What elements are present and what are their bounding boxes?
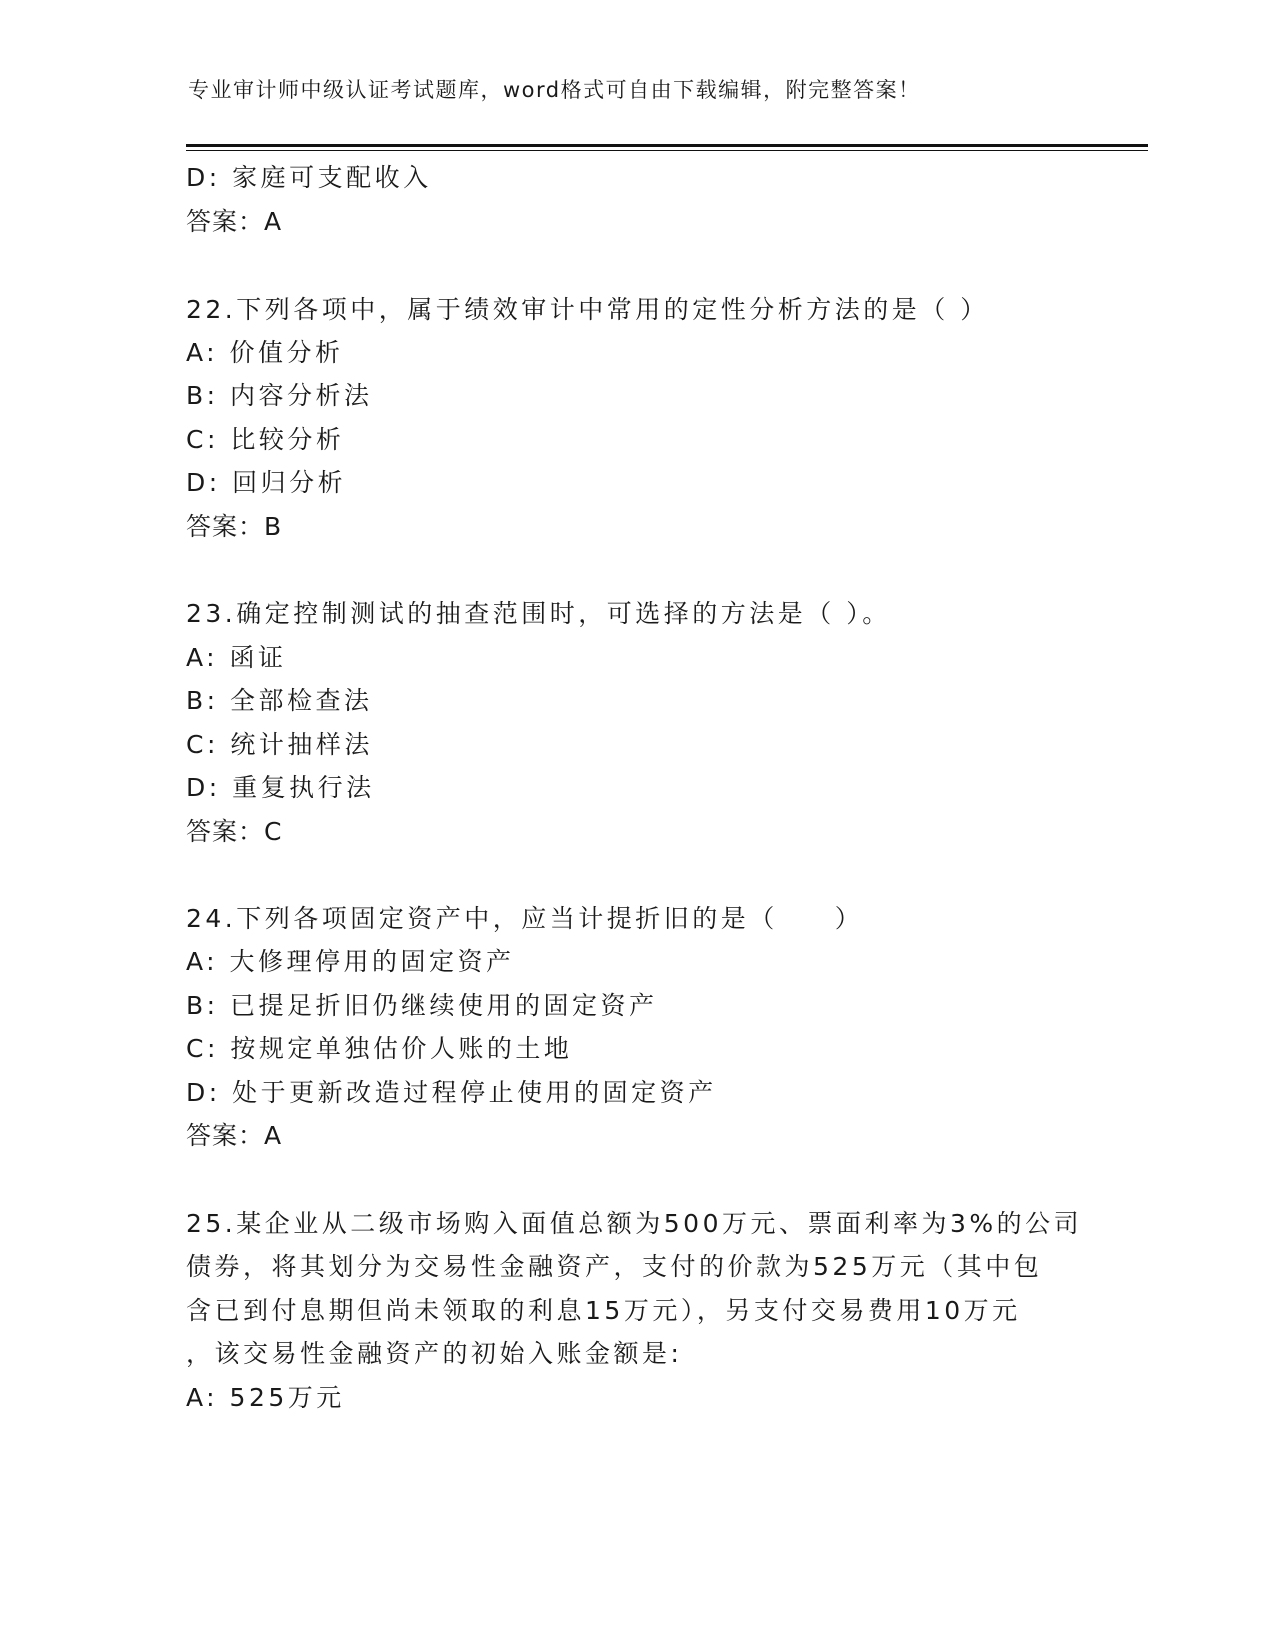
header-rule <box>186 144 1148 147</box>
q22-answer: 答案：B <box>186 512 283 541</box>
header-rule-thin <box>186 150 1148 151</box>
q24-option-c: C: 按规定单独估价人账的土地 <box>186 1034 573 1063</box>
q25-question-line-2: 债券，将其划分为交易性金融资产，支付的价款为525万元（其中包 <box>186 1252 1043 1281</box>
q21-answer: 答案：A <box>186 207 283 236</box>
q23-option-c: C: 统计抽样法 <box>186 730 373 759</box>
q23-question: 23.确定控制测试的抽查范围时，可选择的方法是（ ）。 <box>186 599 891 628</box>
q23-option-b: B: 全部检查法 <box>186 686 373 715</box>
q25-option-a: A: 525万元 <box>186 1383 345 1412</box>
q21-option-d: D: 家庭可支配收入 <box>186 163 432 192</box>
q23-option-d: D: 重复执行法 <box>186 773 375 802</box>
q22-question: 22.下列各项中，属于绩效审计中常用的定性分析方法的是（ ） <box>186 295 989 324</box>
q24-option-a: A: 大修理停用的固定资产 <box>186 947 515 976</box>
q24-option-b: B: 已提足折旧仍继续使用的固定资产 <box>186 991 658 1020</box>
q24-question: 24.下列各项固定资产中，应当计提折旧的是（ ） <box>186 904 864 933</box>
q23-option-a: A: 函证 <box>186 643 287 672</box>
q25-question-line-1: 25.某企业从二级市场购入面值总额为500万元、票面利率为3%的公司 <box>186 1209 1083 1238</box>
q25-question-line-4: ，该交易性金融资产的初始入账金额是: <box>186 1339 683 1368</box>
q22-option-b: B: 内容分析法 <box>186 381 373 410</box>
q24-option-d: D: 处于更新改造过程停止使用的固定资产 <box>186 1078 717 1107</box>
q24-answer: 答案：A <box>186 1121 283 1150</box>
q22-option-c: C: 比较分析 <box>186 425 345 454</box>
q25-question-line-3: 含已到付息期但尚未领取的利息15万元），另支付交易费用10万元 <box>186 1296 1021 1325</box>
q23-answer: 答案：C <box>186 817 283 846</box>
q22-option-d: D: 回归分析 <box>186 468 347 497</box>
q22-option-a: A: 价值分析 <box>186 338 344 367</box>
page-header: 专业审计师中级认证考试题库，word格式可自由下载编辑，附完整答案！ <box>188 78 921 102</box>
